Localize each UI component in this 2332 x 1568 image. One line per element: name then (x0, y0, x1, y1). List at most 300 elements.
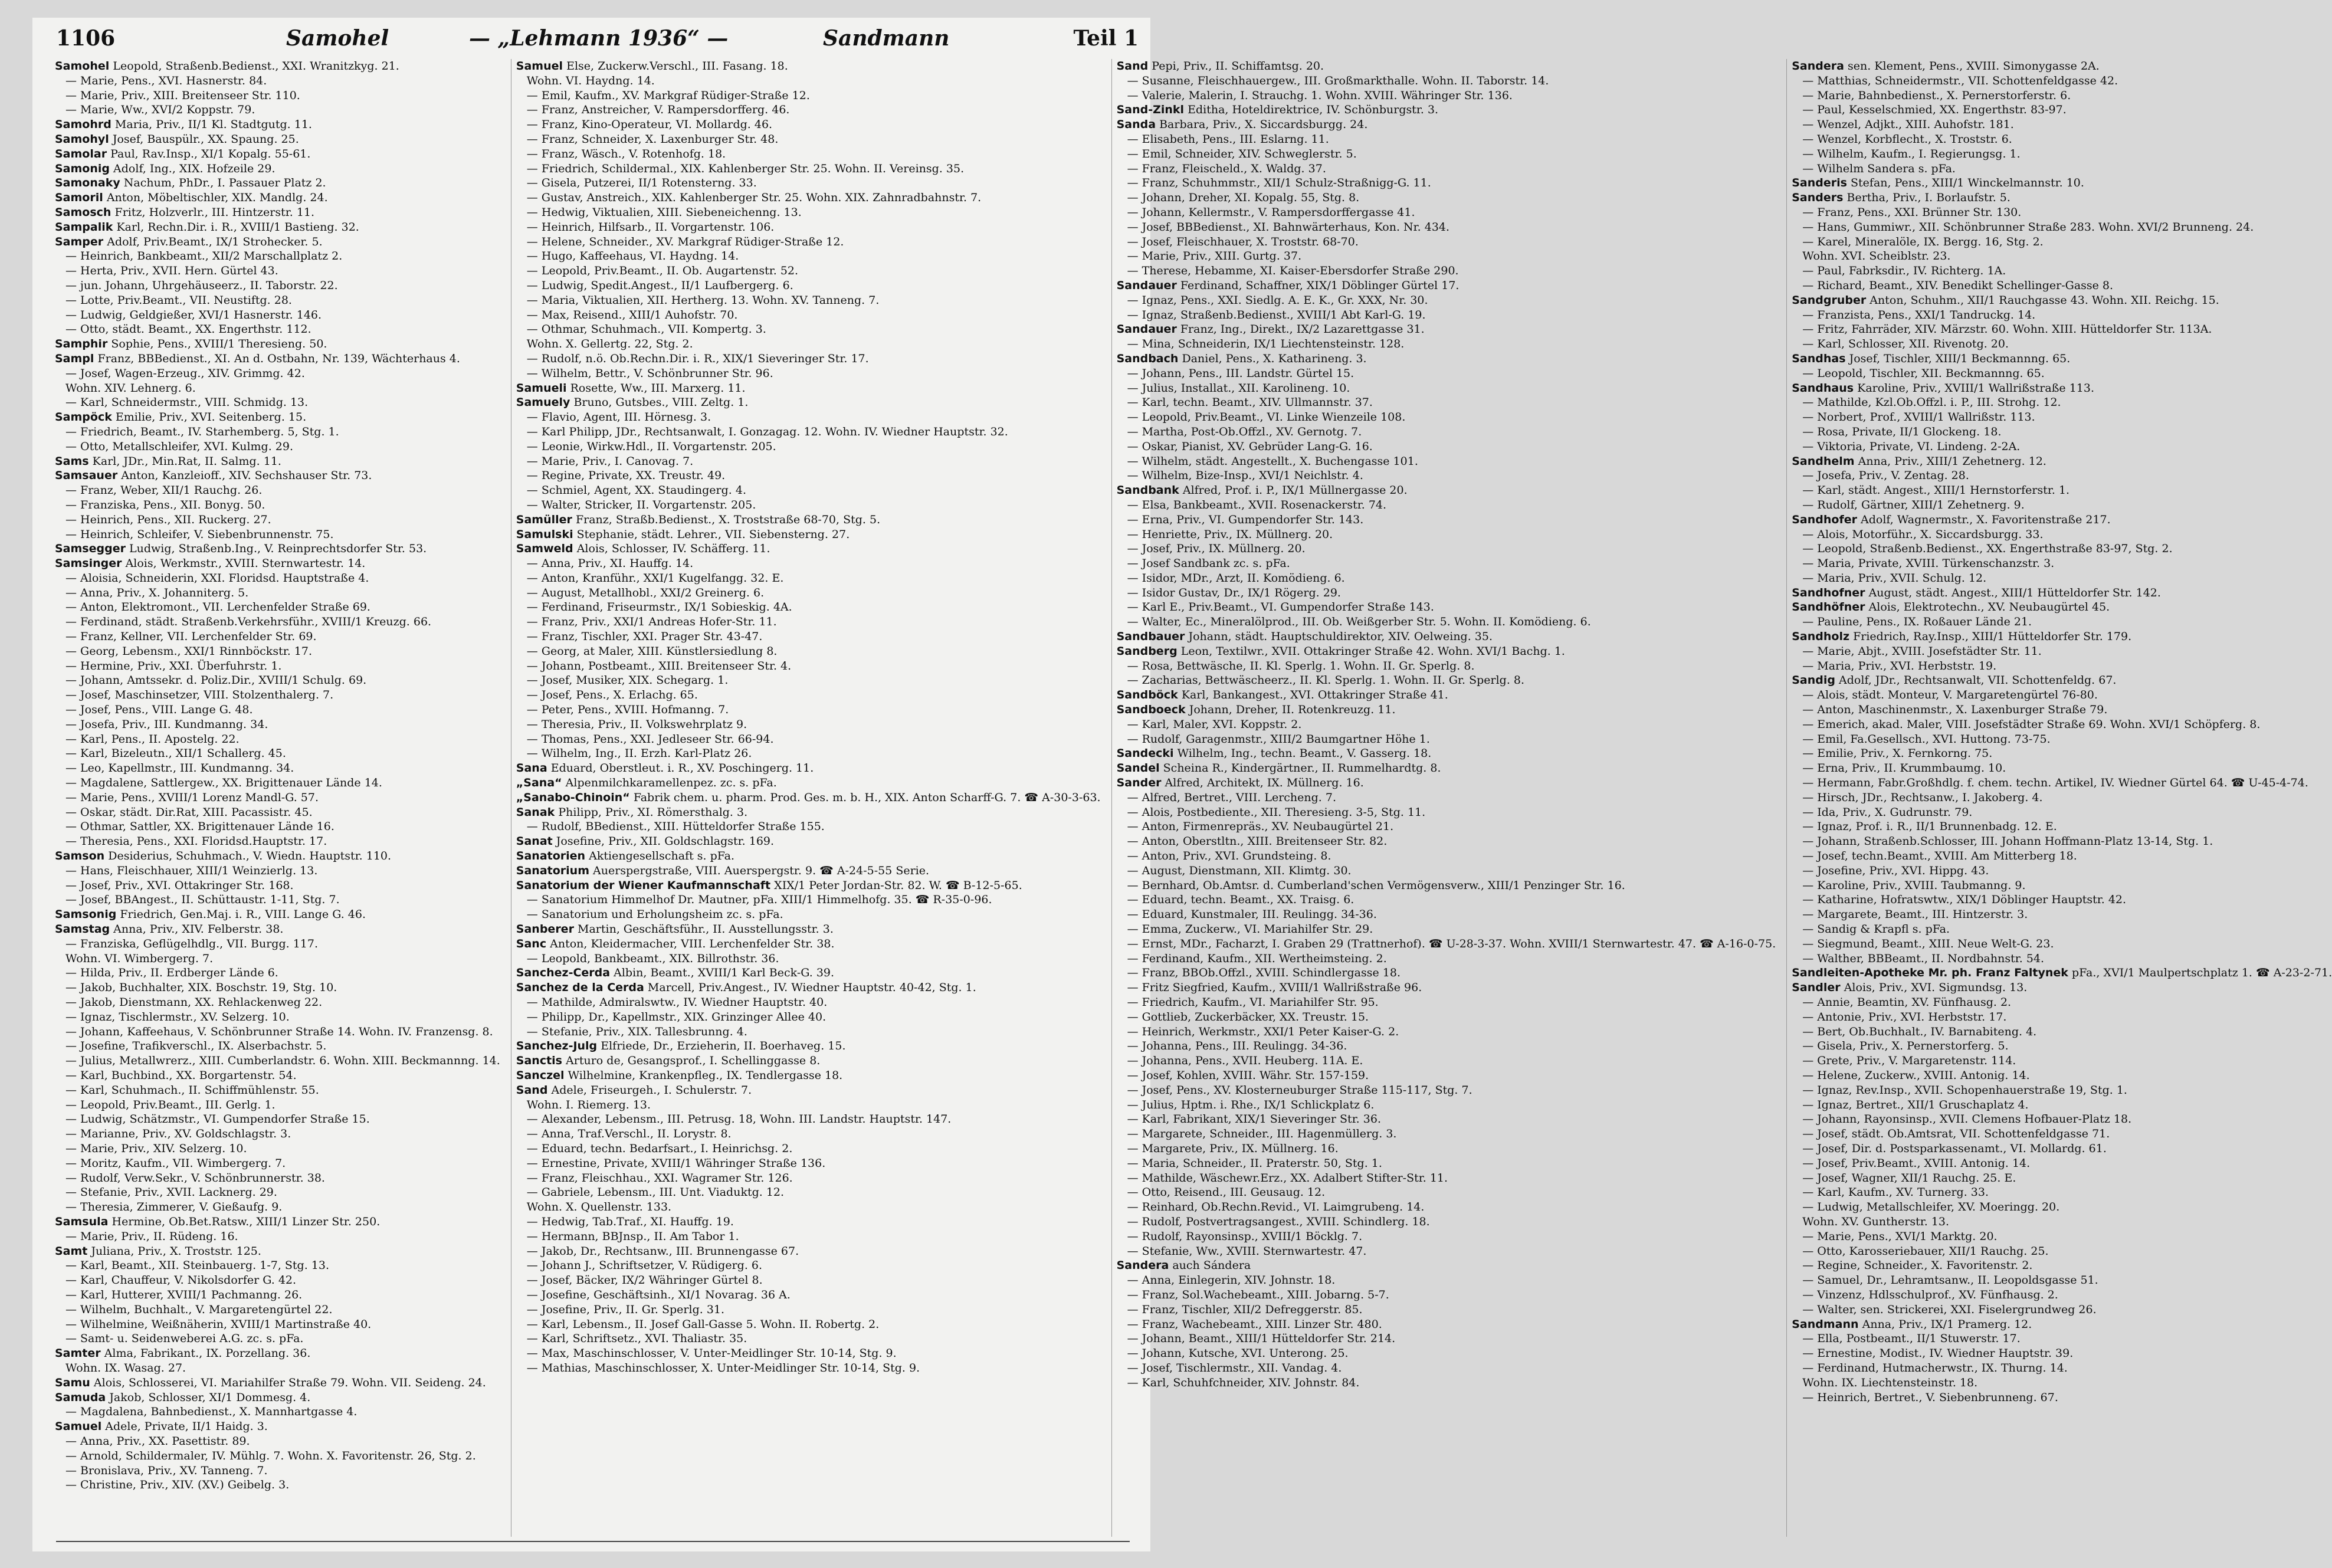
entry-text: Bertha, Priv., I. Borlaufstr. 5. (1846, 191, 2010, 205)
directory-entry (1117, 1068, 1776, 1083)
directory-entry (1792, 1025, 2332, 1039)
directory-entry (55, 1303, 500, 1317)
directory-entry (1792, 952, 2332, 966)
entry-text: — Othmar, Schuhmach., VII. Kompertg. 3. (526, 323, 766, 336)
entry-text: — Eduard, techn. Beamt., XX. Traisg. 6. (1127, 893, 1354, 907)
entry-surname: Sandbauer (1116, 630, 1185, 644)
directory-entry (55, 1171, 500, 1186)
entry-text: — Richard, Beamt., XIV. Benedikt Schellinger-Gasse 8. (1802, 278, 2114, 292)
directory-entry (1792, 498, 2332, 513)
entry-surname: Samuel (516, 60, 563, 73)
directory-entry (516, 937, 1101, 952)
directory-entry (55, 1185, 500, 1200)
directory-entry (1117, 425, 1776, 439)
entry-surname: Sandhas (1792, 352, 1846, 365)
directory-entry (55, 132, 500, 147)
entry-text: — Franz, Fleischeld., X. Waldg. 37. (1127, 162, 1326, 175)
directory-entry (1117, 468, 1776, 483)
directory-entry (516, 1288, 1101, 1303)
entry-text: — Johann, Kaffeehaus, V. Schönbrunner Straße 14. Wohn. IV. Franzensg. 8. (65, 1025, 493, 1038)
entry-text: — Maria, Schneider., II. Praterstr. 50, Stg. 1. (1127, 1156, 1382, 1170)
entry-text: — Franz, Pens., XXI. Brünner Str. 130. (1802, 205, 2022, 219)
directory-entry (1117, 1025, 1776, 1039)
entry-text: — Johann, Straßenb.Schlosser, III. Johann Hoffmann-Platz 13-14, Stg. 1. (1802, 835, 2213, 848)
directory-column (50, 59, 500, 1537)
directory-entry (516, 1156, 1101, 1171)
entry-text: — Mathilde, Admiralswtw., IV. Wiedner Hauptstr. 40. (526, 996, 828, 1009)
entry-text: — Oskar, Pianist, XV. Gebrüder Lang-G. 16. (1127, 439, 1373, 453)
entry-text: — Karl, Schuhfchneider, XIV. Johnstr. 84. (1127, 1376, 1360, 1389)
entry-text: — Otto, Metallschleifer, XVI. Kulmg. 29. (65, 439, 293, 453)
directory-entry (1117, 922, 1776, 937)
entry-surname: Samonaky (55, 176, 120, 190)
entry-text: — Emerich, akad. Maler, VIII. Josefstädter Straße 69. Wohn. XVI/1 Schöpferg. 8. (1802, 717, 2261, 731)
directory-entry (1117, 352, 1776, 366)
directory-entry (55, 966, 500, 980)
directory-column (1786, 59, 2332, 1537)
directory-entry (1117, 1273, 1776, 1288)
entry-text: — Hans, Gummiwr., XII. Schönbrunner Straße 283. Wohn. XVI/2 Brunneng. 24. (1802, 220, 2254, 234)
directory-entry (1792, 805, 2332, 820)
entry-surname: Sandmann (1792, 1317, 1859, 1331)
entry-text: Wohn. XIV. Lehnerg. 6. (65, 381, 196, 395)
entry-text: — Julius, Hptm. i. Rhe., IX/1 Schlickplatz 6. (1127, 1098, 1375, 1111)
directory-entry (1117, 103, 1776, 117)
entry-text: — Wilhelmine, Weißnäherin, XVIII/1 Martinstraße 40. (65, 1317, 372, 1331)
entry-text: — Josef, Pens., VIII. Lange G. 48. (65, 703, 253, 717)
entry-surname: Sandauer (1116, 323, 1177, 336)
directory-entry (1117, 117, 1776, 132)
entry-text: — Walter, Ec., Mineralölprod., III. Ob. Weißgerber Str. 5. Wohn. II. Komödieng. 6. (1127, 615, 1591, 629)
directory-entry (1792, 1331, 2332, 1346)
entry-text: — Mathilde, Wäschewr.Erz., XX. Adalbert Stifter-Str. 11. (1127, 1171, 1448, 1185)
entry-text: — Herta, Priv., XVII. Hern. Gürtel 43. (65, 264, 278, 278)
directory-entry (1117, 74, 1776, 88)
directory-entry (55, 1331, 500, 1346)
entry-text: — Leopold, Priv.Beamt., VI. Linke Wienzeile 108. (1127, 411, 1406, 424)
directory-entry (516, 205, 1101, 220)
entry-text: Albin, Beamt., XVIII/1 Karl Beck-G. 39. (614, 966, 835, 980)
entry-text: Philipp, Priv., XI. Römersthalg. 3. (558, 805, 748, 819)
directory-entry (516, 498, 1101, 513)
entry-text: — Josef, Priv., XVI. Ottakringer Str. 168. (65, 878, 294, 892)
entry-surname: Sandbach (1116, 352, 1179, 365)
directory-entry (1792, 1361, 2332, 1376)
entry-text: — Franz, Wäsch., V. Rotenhofg. 18. (526, 147, 726, 160)
entry-text: — Philipp, Dr., Kapellmstr., XIX. Grinzinger Allee 40. (526, 1010, 826, 1024)
entry-text: — Emil, Schneider, XIV. Schweglerstr. 5. (1127, 147, 1357, 160)
directory-entry (1792, 308, 2332, 323)
entry-surname: Samuel (55, 1420, 102, 1433)
entry-text: — Isidor, MDr., Arzt, II. Komödieng. 6. (1127, 571, 1345, 585)
directory-entry (55, 864, 500, 878)
directory-entry (55, 556, 500, 571)
directory-entry (1792, 761, 2332, 776)
entry-text: — Emil, Kaufm., XV. Markgraf Rüdiger-Straße 12. (526, 88, 810, 102)
entry-text: — Mina, Schneiderin, IX/1 Liechtensteinstr. 128. (1127, 337, 1405, 351)
entry-surname: Sanchez de la Cerda (516, 981, 644, 995)
entry-text: — Emil, Fa.Gesellsch., XVI. Huttong. 73-75. (1802, 732, 2051, 746)
directory-entry (516, 1098, 1101, 1113)
directory-entry (1792, 235, 2332, 250)
directory-entry (1117, 1288, 1776, 1303)
entry-text: — Karl, Hutterer, XVIII/1 Pachmanng. 26. (65, 1288, 303, 1301)
entry-surname: Sampl (55, 352, 94, 365)
entry-text: — Franz, BBOb.Offzl., XVIII. Schindlergasse 18. (1127, 966, 1400, 980)
entry-text: — Walther, BBBeamt., II. Nordbahnstr. 54. (1802, 952, 2045, 965)
entry-text: — Georg, Lebensm., XXI/1 Rinnböckstr. 17. (65, 644, 312, 658)
entry-text: — Stefanie, Ww., XVIII. Sternwartestr. 47. (1127, 1244, 1367, 1258)
entry-text: — Ignaz, Straßenb.Bedienst., XVIII/1 Abt Karl-G. 19. (1127, 308, 1426, 322)
entry-text: Friedrich, Ray.Insp., XIII/1 Hütteldorfer Str. 179. (1853, 630, 2132, 644)
entry-surname: „Sanabo-Chinoin“ (516, 790, 630, 804)
entry-surname: Sandauer (1116, 278, 1177, 292)
directory-entry (516, 1112, 1101, 1127)
directory-entry (55, 1361, 500, 1376)
directory-entry (1117, 308, 1776, 323)
entry-surname: Samsegger (55, 542, 126, 556)
directory-entry (516, 864, 1101, 878)
entry-text: pFa., XVI/1 Maulpertschplatz 1. ☎ A-23-2-71. (2071, 966, 2332, 980)
directory-entry (1792, 922, 2332, 937)
directory-entry (516, 1303, 1101, 1317)
entry-text: Karoline, Priv., XVIII/1 Wallrißstraße 113. (1857, 381, 2095, 395)
directory-entry (1792, 937, 2332, 952)
entry-text: — Viktoria, Private, VI. Lindeng. 2-2A. (1802, 439, 2021, 453)
directory-entry (516, 746, 1101, 761)
header-title: — „Lehmann 1936“ — (469, 26, 729, 51)
entry-text: — Elsa, Bankbeamt., XVII. Rosenackerstr. 74. (1127, 498, 1387, 511)
entry-text: — Helene, Schneider., XV. Markgraf Rüdiger-Straße 12. (526, 235, 844, 248)
directory-entry (1792, 1141, 2332, 1156)
entry-text: — Karl, Pens., II. Apostelg. 22. (65, 732, 240, 746)
entry-text: — Josef, Wagen-Erzeug., XIV. Grimmg. 42. (65, 366, 305, 380)
directory-entry (1792, 132, 2332, 147)
directory-entry (1117, 732, 1776, 747)
entry-text: — Lotte, Priv.Beamt., VII. Neustiftg. 28. (65, 293, 292, 307)
entry-surname: Sand (516, 1083, 548, 1097)
entry-text: — Isidor Gustav, Dr., IX/1 Rögerg. 29. (1127, 586, 1341, 599)
entry-text: — Karl, Schneidermstr., VIII. Schmidg. 13. (65, 396, 309, 409)
entry-text: Alois, Priv., XVI. Sigmundsg. 13. (1844, 981, 2028, 995)
entry-text: — Ludwig, Spedit.Angest., II/1 Laufbergerg. 6. (526, 278, 793, 292)
directory-entry (55, 907, 500, 922)
directory-entry (516, 117, 1101, 132)
entry-text: — Anton, Firmenrepräs., XV. Neubaugürtel 21. (1127, 820, 1394, 834)
entry-text: — Stefanie, Priv., XVII. Lacknerg. 29. (65, 1186, 277, 1199)
entry-text: — Samuel, Dr., Lehramtsanw., II. Leopoldsgasse 51. (1802, 1274, 2098, 1287)
directory-entry (516, 1054, 1101, 1068)
entry-text: Friedrich, Gen.Maj. i. R., VIII. Lange G. 46. (120, 908, 366, 921)
directory-entry (1792, 249, 2332, 264)
directory-entry (55, 162, 500, 176)
directory-entry (516, 1229, 1101, 1244)
entry-text: — Ignaz, Prof. i. R., II/1 Brunnenbadg. 12. E. (1802, 820, 2057, 834)
entry-text: — Franz, Kellner, VII. Lerchenfelder Str. 69. (65, 630, 317, 644)
entry-text: — Anton, Oberstltn., XIII. Breitenseer Str. 82. (1127, 835, 1388, 848)
directory-entry (516, 615, 1101, 629)
entry-text: — Hermann, Fabr.Großhdlg. f. chem. techn. Artikel, IV. Wiedner Gürtel 64. ☎ U-45-4-74. (1802, 776, 2308, 790)
entry-text: — Aloisia, Schneiderin, XXI. Floridsd. Hauptstraße 4. (65, 571, 369, 585)
directory-entry (55, 1010, 500, 1025)
directory-entry (1792, 352, 2332, 366)
entry-text: Barbara, Priv., X. Siccardsburgg. 24. (1159, 118, 1368, 132)
entry-text: — Josef, Priv.Beamt., XVIII. Antonig. 14. (1802, 1156, 2031, 1170)
directory-entry (1117, 454, 1776, 469)
directory-entry (1792, 1258, 2332, 1273)
directory-entry (1117, 176, 1776, 191)
directory-entry (1117, 1112, 1776, 1127)
directory-entry (55, 103, 500, 117)
entry-surname: „Sana“ (516, 776, 562, 790)
directory-entry (516, 352, 1101, 366)
entry-text: Wohn. VI. Wimbergerg. 7. (65, 952, 214, 965)
directory-entry (55, 117, 500, 132)
directory-entry (1117, 805, 1776, 820)
directory-entry (55, 1376, 500, 1390)
entry-text: — Gabriele, Lebensm., III. Unt. Viaduktg. 12. (526, 1186, 785, 1199)
entry-surname: Sandig (1792, 674, 1835, 687)
entry-text: — Alfred, Bertret., VIII. Lercheng. 7. (1127, 790, 1337, 804)
page-header (32, 22, 1150, 58)
entry-text: Wohn. I. Riemerg. 13. (526, 1098, 651, 1111)
directory-entry (1117, 1083, 1776, 1098)
entry-text: — Rudolf, Rayonsinsp., XVIII/1 Böcklg. 7. (1127, 1229, 1363, 1243)
directory-entry (55, 366, 500, 381)
entry-text: — Otto, Karosseriebauer, XII/1 Rauchg. 25. (1802, 1244, 2049, 1258)
entry-text: — Karl, Buchbind., XX. Borgartenstr. 54. (65, 1068, 297, 1082)
entry-text: — Josefine, Trafikverschl., IX. Alserbachstr. 5. (65, 1039, 327, 1053)
directory-entry (516, 439, 1101, 454)
directory-entry (55, 1215, 500, 1229)
entry-text: — Anna, Traf.Verschl., II. Lorystr. 8. (526, 1127, 732, 1141)
directory-entry (1792, 659, 2332, 674)
entry-text: — Theresia, Priv., II. Volkswehrplatz 9. (526, 717, 747, 731)
directory-entry (55, 278, 500, 293)
entry-text: Alois, Schlosser, IV. Schäfferg. 11. (576, 542, 770, 556)
directory-entry (516, 1244, 1101, 1259)
directory-entry (516, 235, 1101, 250)
directory-entry (516, 322, 1101, 337)
entry-surname: Sandberg (1116, 644, 1178, 658)
directory-entry (55, 88, 500, 103)
entry-text: — Theresia, Pens., XXI. Floridsd.Hauptstr. 17. (65, 835, 327, 848)
entry-text: — Wilhelm, Buchhalt., V. Margaretengürtel 22. (65, 1303, 333, 1316)
entry-text: — Ferdinand, Hutmacherwstr., IX. Thurng. 14. (1802, 1361, 2068, 1375)
entry-text: — jun. Johann, Uhrgehäuseerz., II. Taborstr. 22. (65, 278, 338, 292)
directory-entry (1792, 527, 2332, 542)
entry-text: Alois, Schlosserei, VI. Mariahilfer Straße 79. Wohn. VII. Seideng. 24. (93, 1376, 486, 1389)
entry-text: — Franz, Fleischhau., XXI. Wagramer Str. 126. (526, 1171, 793, 1185)
entry-text: — Josefa, Priv., III. Kundmanng. 34. (65, 717, 268, 731)
entry-text: Josef, Bauspülr., XX. Spaung. 25. (112, 132, 299, 146)
directory-entry (55, 1449, 500, 1464)
entry-text: — Franz, Sol.Wachebeamt., XIII. Jobarng. 5-7. (1127, 1288, 1389, 1301)
entry-text: Wilhelm, Ing., techn. Beamt., V. Gasserg. 18. (1177, 747, 1432, 760)
directory-entry (1792, 542, 2332, 556)
page-number: 1106 (56, 26, 116, 51)
entry-text: — Emma, Zuckerw., VI. Mariahilfer Str. 29. (1127, 923, 1373, 936)
directory-entry (516, 893, 1101, 907)
directory-entry (55, 1273, 500, 1288)
entry-text: Anna, Priv., XIII/1 Zehetnerg. 12. (1858, 454, 2046, 468)
entry-text: — Karl, Schlosser, XII. Rivenotg. 20. (1802, 337, 2009, 351)
directory-entry (516, 790, 1101, 805)
entry-surname: Sandera (1116, 1259, 1169, 1272)
entry-text: Emilie, Priv., XVI. Seitenberg. 15. (115, 411, 307, 424)
directory-entry (1792, 1200, 2332, 1215)
entry-text: — Wilhelm, Kaufm., I. Regierungsg. 1. (1802, 147, 2021, 160)
directory-entry (55, 732, 500, 747)
entry-text: — Leonie, Wirkw.Hdl., II. Vorgartenstr. 205. (526, 439, 776, 453)
directory-entry (1117, 1215, 1776, 1229)
directory-entry (516, 74, 1101, 88)
entry-text: — Helene, Zuckerw., XVIII. Antonig. 14. (1802, 1068, 2030, 1082)
entry-text: Alma, Fabrikant., IX. Porzellang. 36. (104, 1347, 311, 1360)
directory-entry (516, 703, 1101, 717)
entry-text: — Therese, Hebamme, XI. Kaiser-Ebersdorfer Straße 290. (1127, 264, 1459, 278)
entry-surname: Sandhelm (1792, 454, 1855, 468)
entry-surname: Sandleiten-Apotheke Mr. ph. Franz Faltynek (1792, 966, 2068, 980)
directory-entry (55, 586, 500, 601)
entry-surname: Sandbank (1116, 484, 1179, 497)
entry-text: — Franz, Tischler, XXI. Prager Str. 43-47. (526, 630, 763, 644)
directory-entry (55, 322, 500, 337)
entry-text: — Anton, Priv., XVI. Grundsteing. 8. (1127, 849, 1331, 863)
entry-text: auch Sándera (1172, 1259, 1251, 1272)
entry-text: — Emilie, Priv., X. Fernkorng. 75. (1802, 747, 1993, 760)
directory-entry (1117, 1200, 1776, 1215)
entry-surname: Samt (55, 1244, 88, 1258)
entry-surname: Sanderis (1792, 176, 1847, 190)
entry-surname: Samsula (55, 1215, 109, 1228)
entry-surname: Samper (55, 235, 104, 248)
entry-text: Fabrik chem. u. pharm. Prod. Ges. m. b. H., XIX. Anton Scharff-G. 7. ☎ A-30-3-63. (633, 790, 1101, 804)
entry-text: Wohn. X. Quellenstr. 133. (526, 1200, 672, 1214)
directory-entry (516, 1258, 1101, 1273)
directory-entry (1117, 556, 1776, 571)
directory-entry (516, 103, 1101, 117)
entry-surname: Samohel (55, 60, 110, 73)
entry-text: — Zacharias, Bettwäscheerz., II. Kl. Sperlg. 1. Wohn. II. Gr. Sperlg. 8. (1127, 674, 1525, 687)
directory-entry (516, 191, 1101, 205)
directory-entry (516, 88, 1101, 103)
entry-text: Adolf, JDr., Rechtsanwalt, VII. Schottenfeldg. 67. (1839, 674, 2117, 687)
entry-surname: Samonig (55, 162, 110, 175)
entry-text: — Flavio, Agent, III. Hörnesg. 3. (526, 411, 711, 424)
directory-entry (1792, 907, 2332, 922)
entry-text: — Peter, Pens., XVIII. Hofmanng. 7. (526, 703, 729, 717)
entry-surname: Sanatorium der Wiener Kaufmannschaft (516, 878, 771, 892)
directory-entry (55, 74, 500, 88)
directory-entry (55, 1464, 500, 1478)
directory-entry (1792, 1288, 2332, 1303)
directory-entry (1117, 381, 1776, 396)
entry-text: — Regine, Private, XX. Treustr. 49. (526, 469, 726, 483)
directory-entry (1792, 74, 2332, 88)
directory-entry (516, 922, 1101, 937)
directory-entry (1792, 1229, 2332, 1244)
directory-entry (516, 381, 1101, 396)
directory-entry (1117, 1127, 1776, 1141)
entry-text: Anna, Priv., IX/1 Pramerg. 12. (1862, 1317, 2032, 1331)
entry-surname: Samsonig (55, 908, 117, 921)
entry-text: — Josef, Maschinsetzer, VIII. Stolzenthalerg. 7. (65, 688, 334, 702)
directory-entry (1117, 761, 1776, 776)
entry-text: Josefine, Priv., XII. Goldschlagstr. 169. (556, 835, 775, 848)
directory-entry (516, 483, 1101, 498)
entry-text: — Johann, Postbeamt., XIII. Breitenseer Str. 4. (526, 659, 792, 673)
directory-entry (1117, 395, 1776, 410)
directory-entry (516, 1010, 1101, 1025)
directory-entry (55, 600, 500, 615)
entry-text: Adolf, Priv.Beamt., IX/1 Strohecker. 5. (107, 235, 323, 248)
entry-surname: Sandböck (1116, 688, 1178, 702)
directory-entry (1117, 88, 1776, 103)
directory-entry (55, 1390, 500, 1405)
directory-entry (55, 264, 500, 278)
directory-entry (516, 278, 1101, 293)
directory-entry (1792, 556, 2332, 571)
entry-surname: Sanchez-Julg (516, 1039, 598, 1053)
entry-text: Hermine, Ob.Bet.Ratsw., XIII/1 Linzer Str. 250. (111, 1215, 381, 1228)
entry-text: — Franz, Tischler, XII/2 Defreggerstr. 85. (1127, 1303, 1363, 1316)
entry-text: — Maria, Private, XVIII. Türkenschanzstr. 3. (1802, 557, 2055, 570)
entry-text: — Johann, Kellermstr., V. Rampersdorffergasse 41. (1127, 205, 1415, 219)
entry-text: — Marie, Abjt., XVIII. Josefstädter Str. 11. (1802, 644, 2042, 658)
entry-text: — Magdalena, Bahnbedienst., X. Mannhartgasse 4. (65, 1405, 357, 1419)
directory-entry (55, 1288, 500, 1303)
directory-entry (55, 776, 500, 790)
directory-entry (55, 819, 500, 834)
entry-text: Adele, Friseurgeh., I. Schulerstr. 7. (551, 1083, 752, 1097)
directory-entry (516, 659, 1101, 674)
directory-entry (1792, 322, 2332, 337)
entry-text: — Erna, Priv., II. Krummbaumg. 10. (1802, 762, 2006, 775)
directory-entry (1792, 59, 2332, 74)
entry-surname: Sanatorium (516, 864, 589, 877)
directory-entry (1117, 893, 1776, 907)
directory-entry (516, 878, 1101, 893)
entry-text: — Franz, Schuhmmstr., XII/1 Schulz-Straßnigg-G. 11. (1127, 176, 1431, 190)
directory-entry (1117, 629, 1776, 644)
entry-text: — Rosa, Bettwäsche, II. Kl. Sperlg. 1. Wohn. II. Gr. Sperlg. 8. (1127, 659, 1475, 673)
entry-text: Adolf, Wagnermstr., X. Favoritenstraße 217. (1861, 513, 2111, 526)
directory-entry (516, 1215, 1101, 1229)
directory-entry (516, 776, 1101, 790)
entry-text: — Julius, Installat., XII. Karolineng. 10. (1127, 381, 1350, 395)
entry-text: — Thomas, Pens., XXI. Jedleseer Str. 66-94. (526, 732, 774, 746)
entry-text: — Karl, Schuhmach., II. Schiffmühlenstr. 55. (65, 1083, 319, 1097)
entry-text: — Ferdinand, Kaufm., XII. Wertheimsteing. 2. (1127, 952, 1387, 965)
entry-text: — Jakob, Dr., Rechtsanw., III. Brunnengasse 67. (526, 1244, 799, 1258)
entry-text: — Magdalene, Sattlergew., XX. Brigittenauer Lände 14. (65, 776, 382, 790)
directory-entry (1117, 337, 1776, 352)
directory-entry (1792, 1215, 2332, 1229)
entry-surname: Samulski (516, 527, 573, 541)
directory-entry (55, 717, 500, 732)
entry-text: — Regine, Schneider., X. Favoritenstr. 2. (1802, 1259, 2033, 1272)
entry-text: Pepi, Priv., II. Schiffamtsg. 20. (1152, 60, 1324, 73)
entry-surname: Samohyl (55, 132, 109, 146)
entry-text: — Ludwig, Geldgießer, XVI/1 Hasnerstr. 146. (65, 308, 322, 322)
directory-entry (516, 425, 1101, 439)
entry-text: — Wilhelm, Bize-Insp., XVI/1 Neichlstr. 4. (1127, 469, 1363, 483)
entry-text: — Othmar, Sattler, XX. Brigittenauer Lände 16. (65, 820, 334, 834)
entry-text: — Rudolf, BBedienst., XIII. Hütteldorfer Straße 155. (526, 820, 825, 834)
directory-entry (516, 1039, 1101, 1054)
directory-entry (1117, 293, 1776, 308)
